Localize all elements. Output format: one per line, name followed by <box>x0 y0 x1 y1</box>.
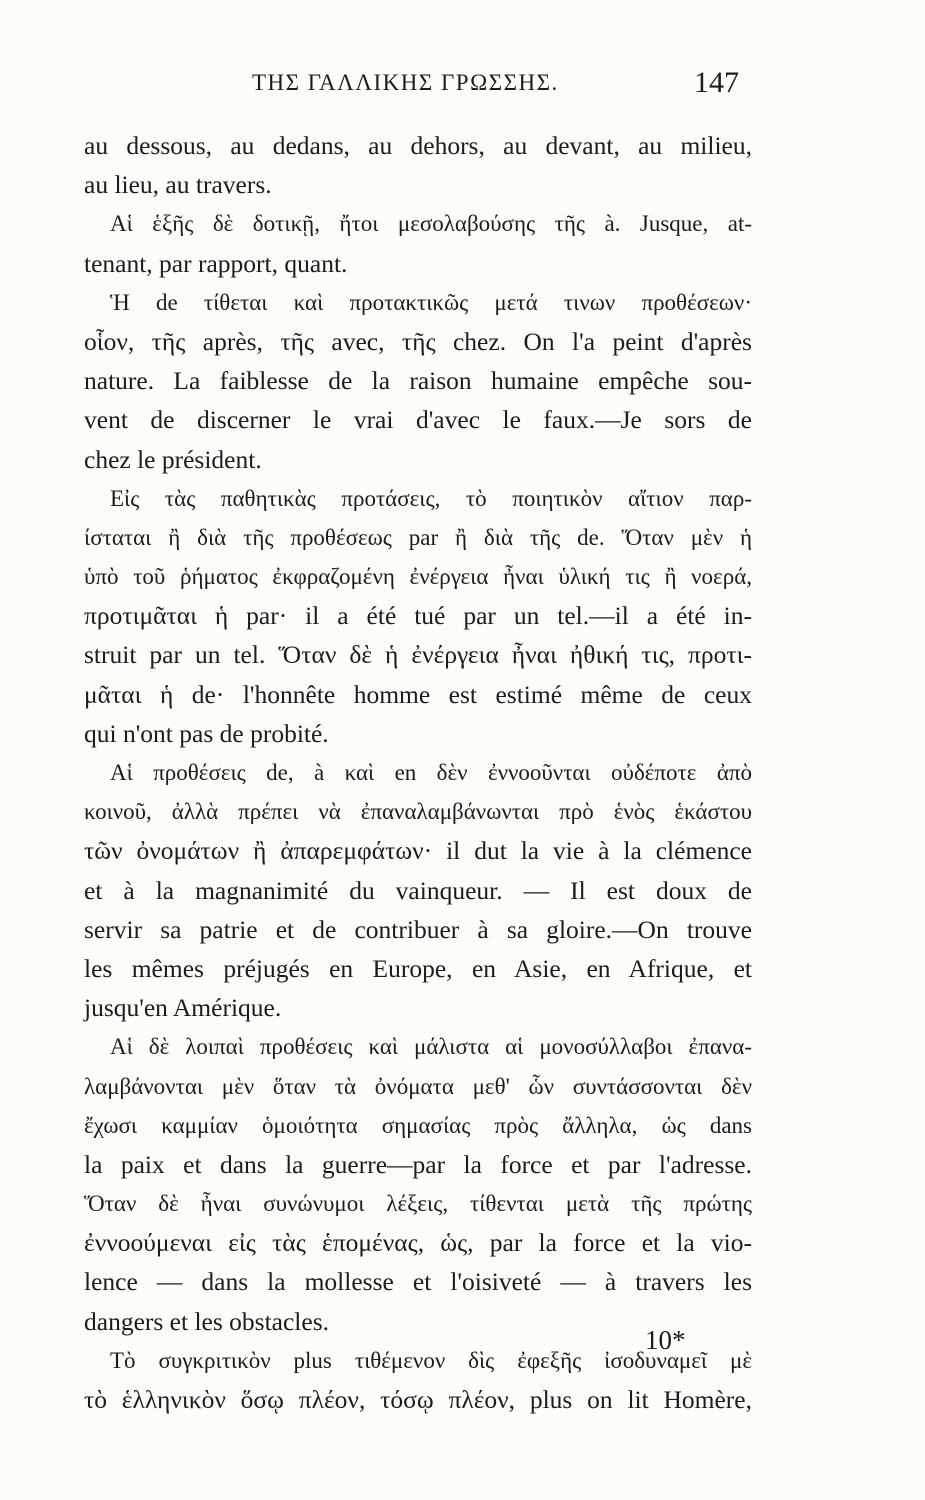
text-line: nature. La faiblesse de la raison humaine empêche sou- <box>84 366 752 396</box>
text-line: au lieu, au travers. <box>84 170 272 200</box>
text-line: et à la magnanimité du vainqueur. — Il est doux de <box>84 875 752 905</box>
text-line: τὸ ἑλληνικὸν ὅσῳ πλέον, τόσῳ πλέον, plus on lit Homère, <box>84 1385 752 1414</box>
text-line: la paix et dans la guerre—par la force et par l'adresse. <box>84 1149 752 1179</box>
text-line: λαμβάνονται μὲν ὅταν τὰ ὀνόματα μεθ' ὧν συντάσσονται δὲν <box>84 1073 752 1099</box>
text-line: οἷον, τῆς après, τῆς avec, τῆς chez. On l'a peint d'après <box>84 326 752 356</box>
paragraph-first-line: Εἰς τὰς παθητικὰς προτάσεις, τὸ ποιητικὸν αἴτιον παρ- <box>110 485 752 511</box>
paragraph-first-line: Ἡ de τίθεται καὶ προτακτικῶς μετά τινων προθέσεων· <box>110 289 752 315</box>
page-number: 147 <box>694 66 739 99</box>
text-line: ίσταται ἢ διὰ τῆς προθέσεως par ἢ διὰ τῆς de. Ὅταν μὲν ἡ <box>84 524 752 550</box>
page-header <box>84 66 739 110</box>
text-line: τῶν ὀνομάτων ἢ ἀπαρεμφάτων· il dut la vie à la clémence <box>84 836 752 866</box>
text-line: ἔχωσι καμμίαν ὁμοιότητα σημασίας πρὸς ἄλληλα, ὡς dans <box>84 1112 752 1138</box>
text-line: struit par un tel. Ὅταν δὲ ἡ ἐνέργεια ἦναι ἠθική τις, προτι- <box>84 640 752 670</box>
text-line: les mêmes préjugés en Europe, en Asie, en Afrique, et <box>84 953 752 983</box>
text-line: jusqu'en Amérique. <box>84 993 282 1023</box>
text-line: qui n'ont pas de probité. <box>84 718 329 748</box>
text-line: au dessous, au dedans, au dehors, au devant, au milieu, <box>84 131 752 160</box>
text-line: tenant, par rapport, quant. <box>84 248 348 278</box>
running-head: ΤΗΣ ΓΑΛΛΙΚΗΣ ΓΡΩΣΣΗΣ. <box>252 70 559 95</box>
paragraph-first-line: Τὸ συγκριτικὸν plus τιθέμενον δὶς ἐφεξῆς ἰσοδυναμεῖ μὲ <box>110 1347 752 1373</box>
text-line: κοινοῦ, ἀλλὰ πρέπει νὰ ἐπαναλαμβάνωνται πρὸ ἑνὸς ἑκάστου <box>84 799 752 825</box>
text-line: dangers et les obstacles. <box>84 1306 330 1336</box>
text-line: μᾶται ἡ de· l'honnête homme est estimé même de ceux <box>84 679 752 709</box>
text-line: vent de discerner le vrai d'avec le faux.—Je sors de <box>84 405 752 435</box>
paragraph-first-line: Αἱ ἑξῆς δὲ δοτικῇ, ἤτοι μεσολαβούσης τῆς à. Jusque, at- <box>110 211 752 237</box>
text-line: ὑπὸ τοῦ ῥήματος ἐκφραζομένη ἐνέργεια ἦναι ὑλική τις ἢ νοερά, <box>84 564 752 590</box>
text-line: chez le président. <box>84 444 262 474</box>
body-text <box>84 126 752 1419</box>
paragraph-first-line: Αἱ δὲ λοιπαὶ προθέσεις καὶ μάλιστα αἱ μονοσύλλαβοι ἐπανα- <box>110 1034 752 1060</box>
text-line: ἐννοούμεναι εἰς τὰς ἑπομένας, ὡς, par la force et la vio- <box>84 1228 752 1258</box>
text-line: Ὅταν δὲ ἦναι συνώνυμοι λέξεις, τίθενται μετὰ τῆς πρώτης <box>84 1191 752 1217</box>
text-line: servir sa patrie et de contribuer à sa gloire.—On trouve <box>84 914 752 944</box>
signature-mark: 10* <box>645 1325 686 1355</box>
paragraph-first-line: Αἱ προθέσεις de, à καὶ en δὲν ἐννοοῦνται οὐδέποτε ἀπὸ <box>110 760 752 785</box>
text-line: προτιμᾶται ἡ par· il a été tué par un tel.—il a été in- <box>84 601 752 631</box>
text-line: lence — dans la mollesse et l'oisiveté — à travers les <box>84 1267 752 1297</box>
